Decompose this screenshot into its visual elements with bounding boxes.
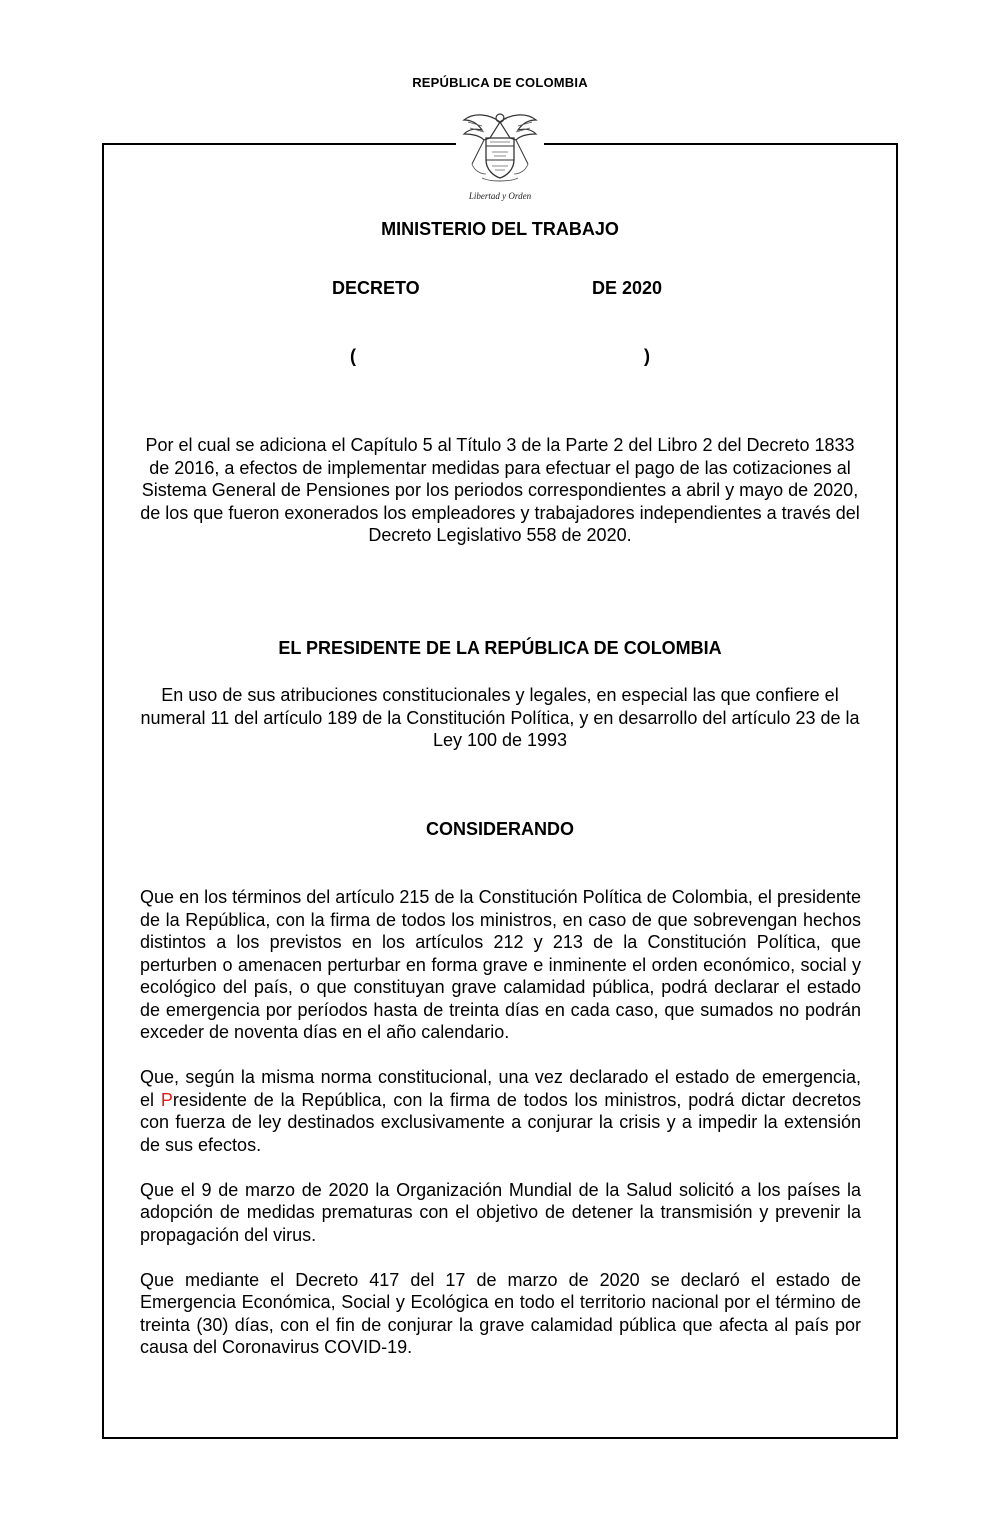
paren-open: ( [350, 346, 356, 366]
ministry-title: MINISTERIO DEL TRABAJO [381, 219, 619, 239]
country-header: REPÚBLICA DE COLOMBIA [412, 75, 588, 90]
attributions-text: En uso de sus atribuciones constitucionales y legales, en especial las que confiere el numeral 11 del artículo 189 de la Constitución Política, y en desarrollo del artículo 23 de la Ley 100 de 1993 [140, 685, 860, 750]
paragraph-4: Que mediante el Decreto 417 del 17 de marzo de 2020 se declaró el estado de Emergencia Económica, Social y Ecológica en todo el territorio nacional por el término de treinta (30) días, con el fin de conjurar la grave calamidad pública que afecta al país por causa del Coronavirus COVID-19. [140, 1269, 861, 1357]
decree-year: DE 2020 [592, 278, 663, 298]
paragraph-1: Que en los términos del artículo 215 de la Constitución Política de Colombia, el presidente de la República, con la firma de todos los ministros, en caso de que sobrevengan hechos distintos a los previstos en los artículos 212 y 213 de la Constitución Política, que perturben o amenacen perturbar en forma grave e inminente el orden económico, social y ecológico del país, o que constituyan grave calamidad pública, podrá declarar el estado de emergencia por períodos hasta de treinta días en cada caso, que sumados no podrán exceder de noventa días en el año calendario. [140, 887, 861, 1042]
considerando-body [140, 886, 861, 1381]
issuer-heading: EL PRESIDENTE DE LA REPÚBLICA DE COLOMBIA [278, 638, 722, 658]
paragraph-2-end: residente de la República, con la firma de todos los ministros, podrá dictar decretos con fuerza de ley destinados exclusivamente a conjurar la crisis y a impedir la extensión de sus efectos. [140, 1089, 861, 1155]
coat-of-arms-icon [460, 104, 540, 204]
paragraph-2-start: Que, según la misma norma constitucional, una vez declarado el estado de emergencia, el [140, 1067, 861, 1110]
paragraph-2 [140, 1066, 861, 1156]
highlighted-letter: P [160, 1089, 173, 1110]
paragraph-3: Que el 9 de marzo de 2020 la Organización Mundial de la Salud solicitó a los países la adopción de medidas prematuras con el objetivo de detener la transmisión y prevenir la propagación del virus. [140, 1179, 861, 1245]
decree-label: DECRETO [332, 278, 420, 298]
considerando-heading: CONSIDERANDO [425, 819, 574, 839]
decree-epigraph: Por el cual se adiciona el Capítulo 5 al Título 3 de la Parte 2 del Libro 2 del Decreto 1833 de 2016, a efectos de implementar medidas para efectuar el pago de las cotizaciones al Sistema General de Pensiones por los periodos correspondientes a abril y mayo de 2020, de los que fueron exonerados los empleadores y trabajadores independientes a través del Decreto Legislativo 558 de 2020. [140, 435, 860, 545]
seal-motto: Libertad y Orden [468, 191, 532, 201]
paren-close: ) [644, 346, 650, 366]
